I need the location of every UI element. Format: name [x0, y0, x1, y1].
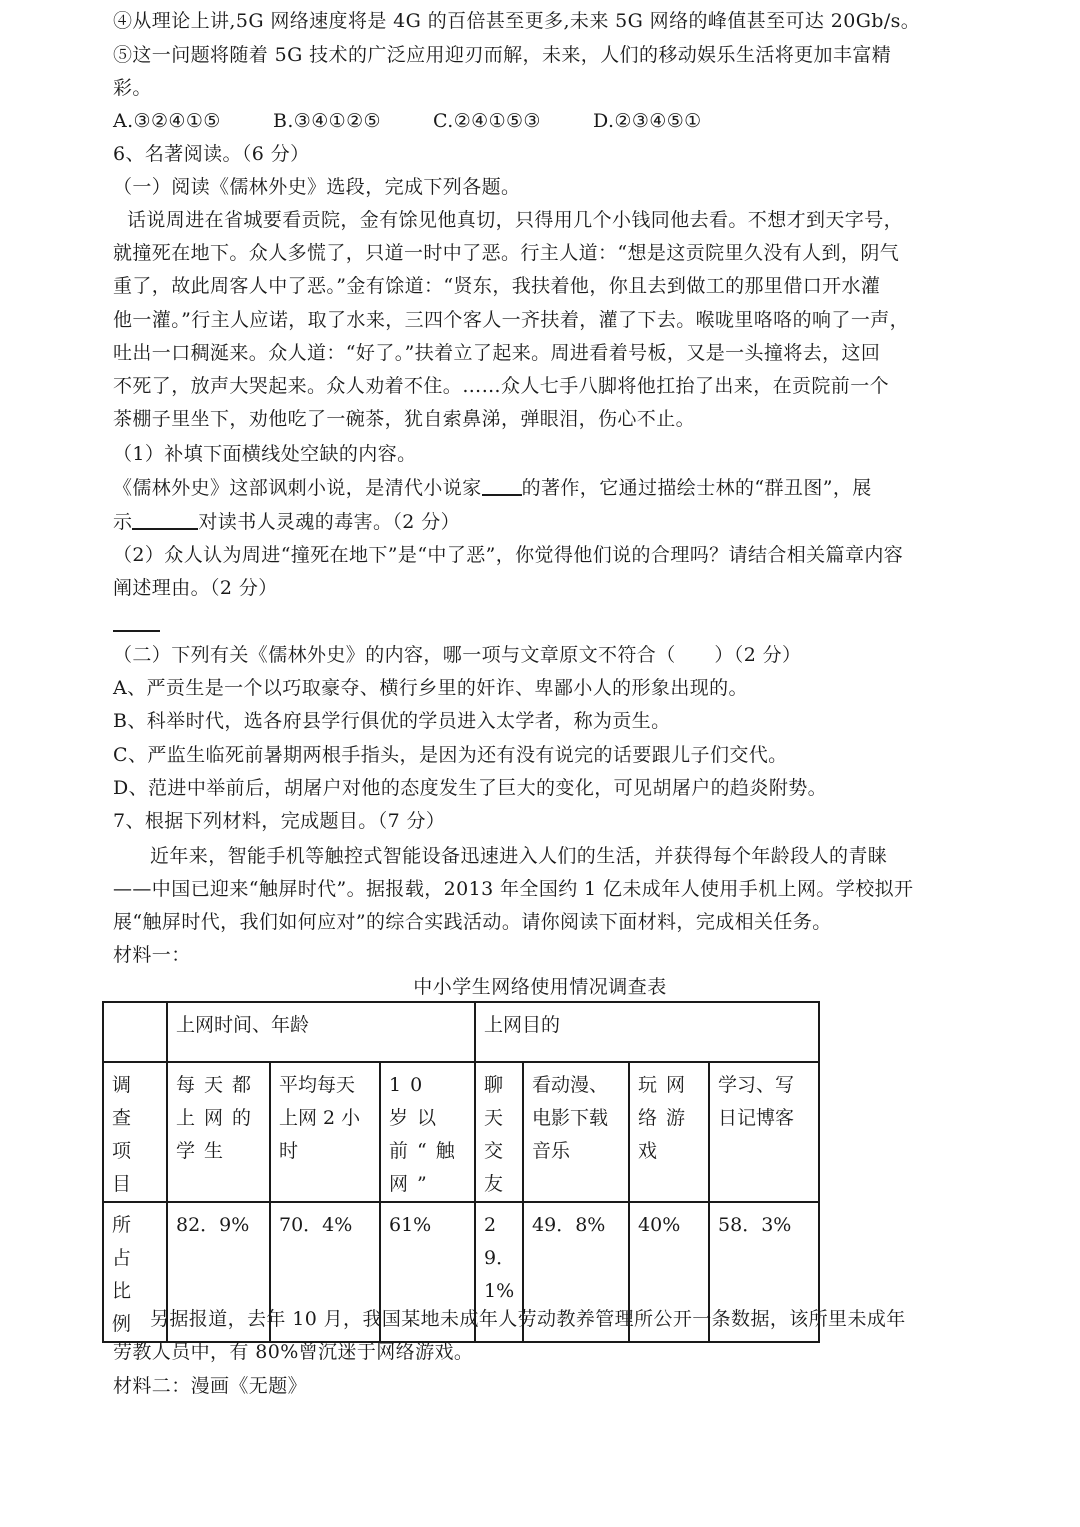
table-caption: 中小学生网络使用情况调查表	[413, 976, 667, 998]
passage-line: 吐出一口稠涎来。众人道：“好了。”扶着立了起来。周进看着号板，又是一头撞将去，这回	[113, 342, 881, 364]
material-label: 材料一：	[113, 944, 191, 966]
report-line: 劳教人员中，有 80%曾沉迷于网络游戏。	[113, 1341, 474, 1363]
answer-blank[interactable]	[482, 476, 522, 496]
fill-blank-line	[113, 473, 872, 503]
material-label: 材料二：漫画《无题》	[113, 1375, 308, 1397]
text-fragment: 对读书人灵魂的毒害。（2 分）	[198, 511, 461, 533]
sub-question: （1）补填下面横线处空缺的内容。	[113, 443, 417, 465]
option-a[interactable]: A.③②④①⑤	[113, 110, 221, 132]
fill-blank-line	[113, 507, 460, 537]
option-b[interactable]: B.③④①②⑤	[273, 110, 381, 132]
survey-table	[102, 1001, 820, 1343]
choice-b[interactable]: B、科举时代，选各府县学行俱优的学员进入太学者，称为贡生。	[113, 710, 671, 732]
table-corner-cell	[103, 1002, 167, 1062]
table-cell: 学习、写日记博客	[709, 1062, 819, 1202]
choice-c[interactable]: C、严监生临死前暑期两根手指头，是因为还有没有说完的话要跟儿子们交代。	[113, 744, 788, 766]
material-line: ——中国已迎来“触屏时代”。据报载，2013 年全国约 1 亿未成年人使用手机上网。学校拟开	[113, 878, 914, 900]
text-line: 彩。	[113, 77, 152, 99]
section-heading: （一）阅读《儒林外史》选段，完成下列各题。	[113, 176, 521, 198]
choice-a[interactable]: A、严贡生是一个以巧取豪夺、横行乡里的奸诈、卑鄙小人的形象出现的。	[113, 677, 748, 699]
table-cell: 29．1%	[475, 1202, 523, 1342]
text-line: ④从理论上讲,5G 网络速度将是 4G 的百倍甚至更多,未来 5G 网络的峰值甚至可达 20Gb/s。	[113, 10, 921, 32]
table-cell: 61%	[380, 1202, 475, 1342]
answer-options	[113, 106, 702, 136]
passage-line: 就撞死在地下。众人多慌了，只道一时中了恶。行主人道：“想是这贡院里久没有人到，阴气	[113, 242, 900, 264]
question-heading: 7、根据下列材料，完成题目。（7 分）	[113, 810, 446, 832]
passage-line: 话说周进在省城要看贡院，金有馀见他真切，只得用几个小钱同他去看。不想才到天字号，	[127, 209, 904, 231]
table-row-label: 调查项目	[103, 1062, 167, 1202]
table-group-header: 上网时间、年龄	[167, 1002, 475, 1062]
answer-blank[interactable]	[132, 510, 198, 530]
table-row-label: 所占比例	[103, 1202, 167, 1342]
passage-line: 不死了，放声大哭起来。众人劝着不住。……众人七手八脚将他扛抬了出来，在贡院前一个	[113, 375, 890, 397]
option-d[interactable]: D.②③④⑤①	[593, 110, 702, 132]
table-cell: 40%	[629, 1202, 709, 1342]
text-fragment: 示	[113, 511, 133, 533]
sub-question: （2）众人认为周进“撞死在地下”是“中了恶”，你觉得他们说的合理吗？请结合相关篇章内容	[113, 544, 904, 566]
table-cell: 70．4%	[270, 1202, 380, 1342]
passage-line: 重了，故此周客人中了恶。”金有馀道：“贤东，我扶着他，你且去到做工的那里借口开水灌	[113, 275, 881, 297]
table-cell: 10 岁以前“触网”	[380, 1062, 475, 1202]
table-cell: 平均每天上网 2 小时	[270, 1062, 380, 1202]
option-c[interactable]: C.②④①⑤③	[433, 110, 541, 132]
sub-question: 阐述理由。（2 分）	[113, 577, 278, 599]
text-fragment: 的著作，它通过描绘士林的“群丑图”，展	[521, 477, 872, 499]
text-line: ⑤这一问题将随着 5G 技术的广泛应用迎刃而解，未来，人们的移动娱乐生活将更加丰富精	[113, 44, 892, 66]
question-heading: 6、名著阅读。（6 分）	[113, 143, 310, 165]
passage-line: 他一灌。”行主人应诺，取了水来，三四个客人一齐扶着，灌了下去。喉咙里咯咯的响了一声，	[113, 309, 910, 331]
passage-line: 茶棚子里坐下，劝他吃了一碗茶，犹自索鼻涕，弹眼泪，伤心不止。	[113, 408, 696, 430]
text-fragment: 《儒林外史》这部讽刺小说，是清代小说家	[113, 477, 482, 499]
choice-d[interactable]: D、范进中举前后，胡屠户对他的态度发生了巨大的变化，可见胡屠户的趋炎附势。	[113, 777, 828, 799]
table-cell: 玩网络游戏	[629, 1062, 709, 1202]
table-cell: 看动漫、电影下载音乐	[523, 1062, 629, 1202]
report-line: 另据报道，去年 10 月，我国某地未成年人劳动教养管理所公开一条数据，该所里未成年	[150, 1308, 906, 1330]
answer-line[interactable]	[113, 630, 160, 632]
table-group-header: 上网目的	[475, 1002, 819, 1062]
material-line: 近年来，智能手机等触控式智能设备迅速进入人们的生活，并获得每个年龄段人的青睐	[150, 845, 888, 867]
table-cell: 82．9%	[167, 1202, 270, 1342]
material-line: 展“触屏时代，我们如何应对”的综合实践活动。请你阅读下面材料，完成相关任务。	[113, 911, 832, 933]
table-cell: 58．3%	[709, 1202, 819, 1342]
table-cell: 每天都上网的学生	[167, 1062, 270, 1202]
section-heading: （二）下列有关《儒林外史》的内容，哪一项与文章原文不符合（ ）（2 分）	[113, 644, 802, 666]
table-cell: 聊天交友	[475, 1062, 523, 1202]
table-cell: 49．8%	[523, 1202, 629, 1342]
